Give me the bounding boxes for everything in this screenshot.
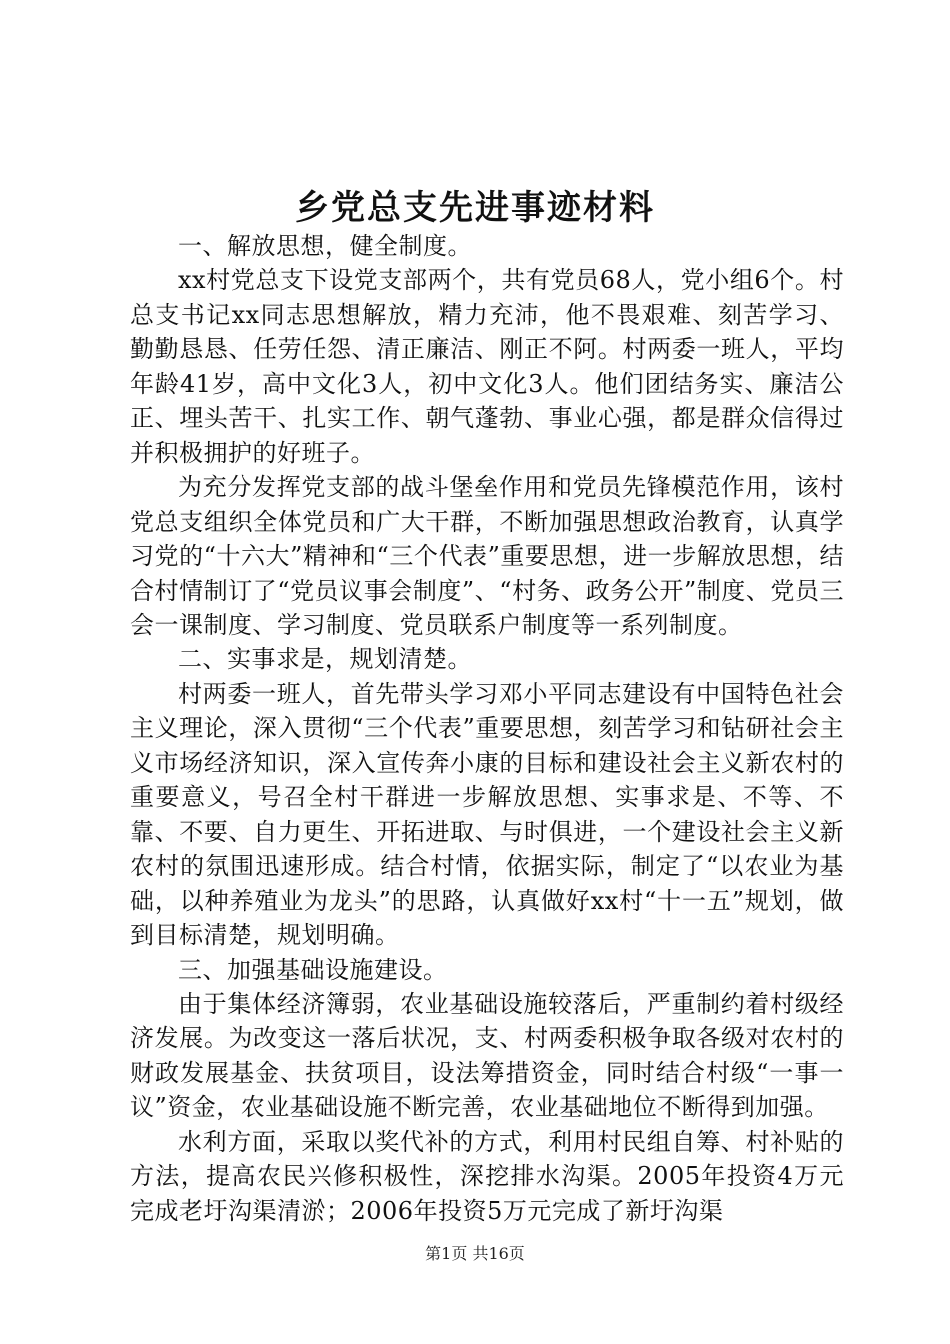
body-paragraph: 为充分发挥党支部的战斗堡垒作用和党员先锋模范作用，该村党总支组织全体党员和广大干群，不断加强思想政治教育，认真学习党的“十六大”精神和“三个代表”重要思想，进一步解放思想，结合村情制订了“党员议事会制度”、“村务、政务公开”制度、党员三会一课制度、学习制度、党员联系户制度等一系列制度。 bbox=[130, 473, 844, 639]
body-paragraph: 村两委一班人，首先带头学习邓小平同志建设有中国特色社会主义理论，深入贯彻“三个代表”重要思想，刻苦学习和钻研社会主义市场经济知识，深入宣传奔小康的目标和建设社会主义新农村的重要意义，号召全村干群进一步解放思想、实事求是、不等、不靠、不要、自力更生、开拓进取、与时俱进，一个建设社会主义新农村的氛围迅速形成。结合村情，依据实际，制定了“以农业为基础，以种养殖业为龙头”的思路，认真做好xx村“十一五”规划，做到目标清楚，规划明确。 bbox=[130, 679, 844, 950]
section-heading-2: 二、实事求是，规划清楚。 bbox=[178, 645, 472, 674]
section-heading-3: 三、加强基础设施建设。 bbox=[178, 955, 448, 984]
page-number-footer: 第1页 共16页 bbox=[425, 1244, 525, 1263]
document-body bbox=[130, 229, 844, 1228]
body-paragraph: xx村党总支下设党支部两个，共有党员68人，党小组6个。村总支书记xx同志思想解放，精力充沛，他不畏艰难、刻苦学习、勤勤恳恳、任劳任怨、清正廉洁、刚正不阿。村两委一班人，平均年龄41岁，高中文化3人，初中文化3人。他们团结务实、廉洁公正、埋头苦干、扎实工作、朝气蓬勃、事业心强，都是群众信得过并积极拥护的好班子。 bbox=[130, 266, 844, 467]
body-paragraph: 由于集体经济簿弱，农业基础设施较落后，严重制约着村级经济发展。为改变这一落后状况，支、村两委积极争取各级对农村的财政发展基金、扶贫项目，设法筹措资金，同时结合村级“一事一议”资金，农业基础设施不断完善，农业基础地位不断得到加强。 bbox=[130, 989, 844, 1122]
body-paragraph: 水利方面，采取以奖代补的方式，利用村民组自筹、村补贴的方法，提高农民兴修积极性，深挖排水沟渠。2005年投资4万元完成老圩沟渠清淤；2006年投资5万元完成了新圩沟渠 bbox=[130, 1127, 844, 1225]
section-heading-1: 一、解放思想，健全制度。 bbox=[178, 232, 472, 260]
document-title: 乡党总支先进事迹材料 bbox=[295, 188, 655, 228]
